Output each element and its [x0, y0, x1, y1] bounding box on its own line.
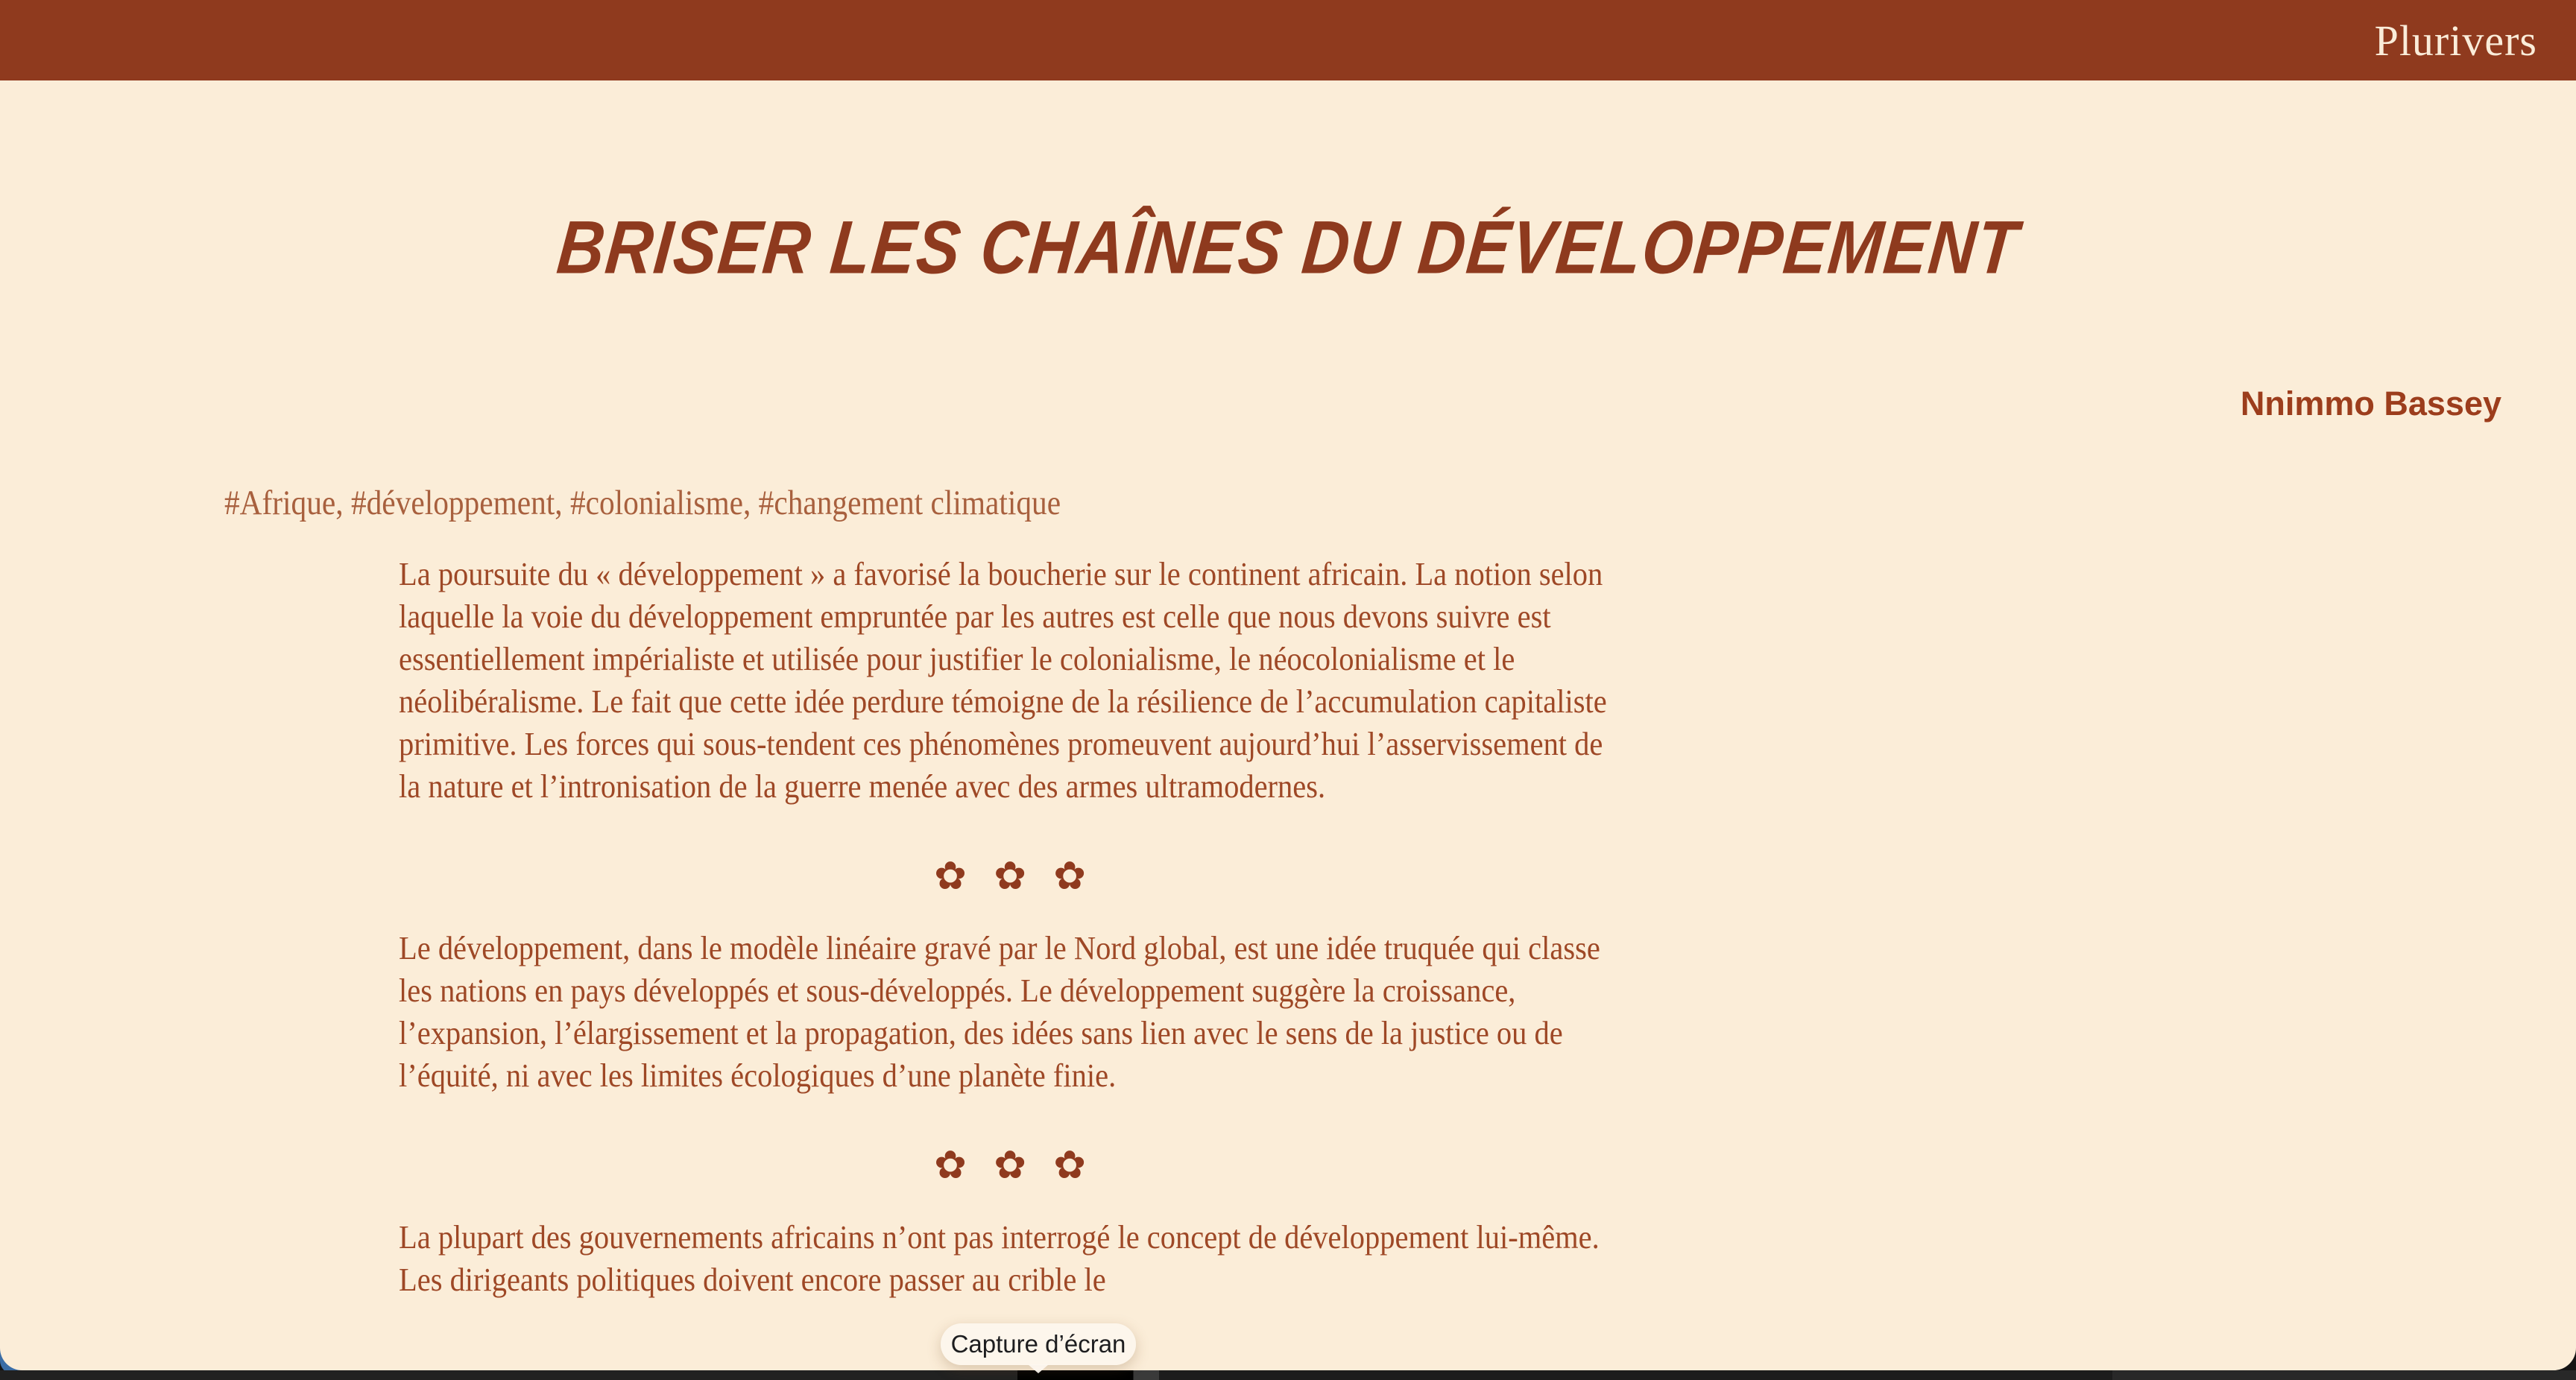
article-body: [399, 553, 1733, 1301]
site-header: [0, 0, 2576, 80]
article-main: [0, 206, 2576, 1301]
florette-divider-icon: ✿ ✿ ✿: [934, 1143, 1093, 1188]
bottom-dark-strip: [0, 1370, 2576, 1380]
paragraph-3: La plupart des gouvernements africains n’ont pas interrogé le concept de développement lui-même. Les dirigeants politiques doivent encore passer au crible le: [399, 1219, 1600, 1298]
florette-divider-icon: ✿ ✿ ✿: [934, 854, 1093, 899]
paragraph-1: La poursuite du « développement » a favorisé la boucherie sur le continent africain. La notion selon laquelle la voie du développement empruntée par les autres est celle que nous devons suivre est essentiellement impérialiste et utilisée pour justifier le colonialisme, le néocolonialisme et le néolibéralisme. Le fait que cette idée perdure témoigne de la résilience de l’accumulation capitaliste primitive. Les forces qui sous-tendent ces phénomènes promeuvent aujourd’hui l’asservissement de la nature et l’intronisation de la guerre menée avec des armes ultramodernes.: [399, 556, 1607, 805]
article-title: BRISER LES CHAÎNES DU DÉVELOPPEMENT: [553, 204, 2023, 290]
article-author[interactable]: Nnimmo Bassey: [2240, 384, 2501, 422]
tooltip-arrow-icon: [1028, 1364, 1049, 1373]
screenshot-tooltip-label: Capture d’écran: [950, 1330, 1126, 1358]
site-logo[interactable]: Plurivers: [2374, 16, 2537, 65]
screenshot-tooltip: [941, 1323, 1136, 1365]
paragraph-2: Le développement, dans le modèle linéaire gravé par le Nord global, est une idée truquée qui classe les nations en pays développés et sous-développés. Le développement suggère la croissance, l’expansion, l’élargissement et la propagation, des idées sans lien avec le sens de la justice ou de l’équité, ni avec les limites écologiques d’une planète finie.: [399, 930, 1600, 1094]
article-tags[interactable]: #Afrique, #développement, #colonialisme, #changement climatique: [224, 484, 1061, 522]
